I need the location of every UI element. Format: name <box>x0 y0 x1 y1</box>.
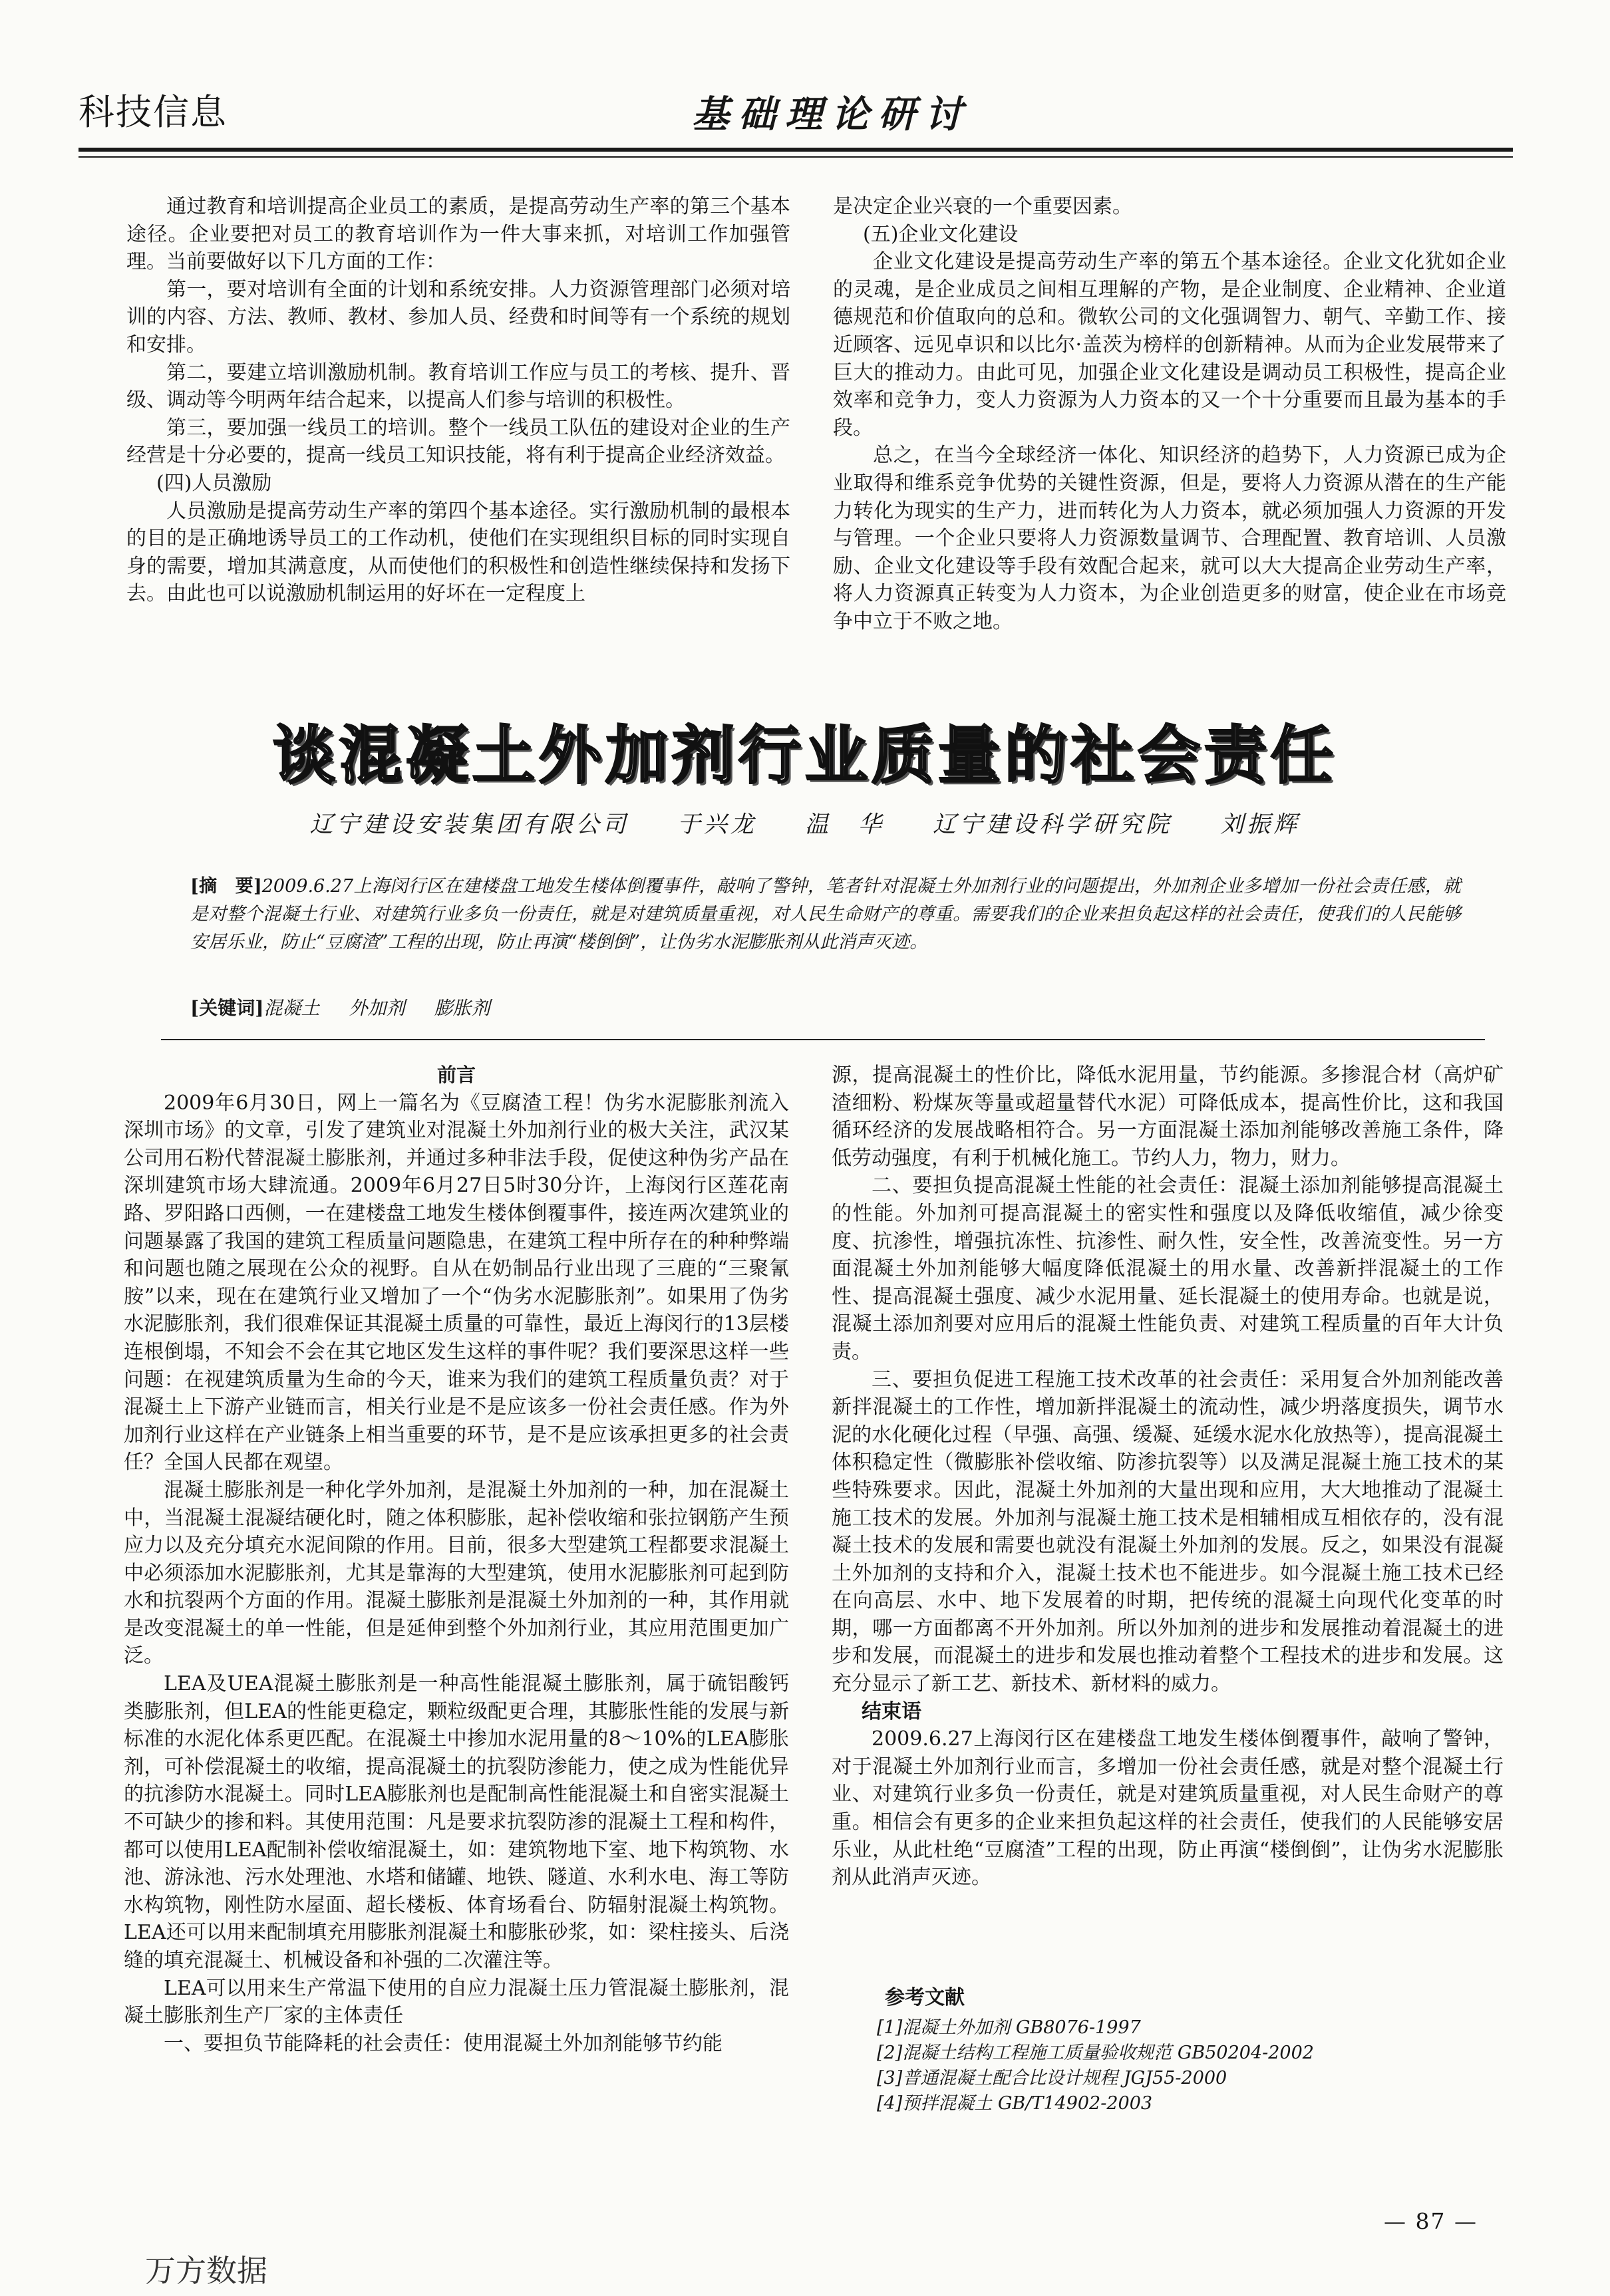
section-heading: 前言 <box>436 1064 476 1086</box>
header-rule-thin <box>79 156 1513 158</box>
section-title: 基础理论研讨 <box>692 93 971 136</box>
abstract <box>190 873 1461 956</box>
watermark: 万方数据 <box>145 2253 267 2289</box>
keyword: 外加剂 <box>349 997 405 1019</box>
paragraph: 人员激励是提高劳动生产率的第四个基本途径。实行激励机制的最根本的目的是正确地诱导员工的工作动机，使他们在实现组织目标的同时实现自身的需要，增加其满意度，从而使他们的积极性和创造性继续保持和发扬下去。由此也可以说激励机制运用的好坏在一定程度上 <box>126 499 790 606</box>
body-left-column <box>124 1062 789 2057</box>
paragraph: 二、要担负提高混凝土性能的社会责任：混凝土添加剂能够提高混凝土的性能。外加剂可提高混凝土的密实性和强度以及降低收缩值，减少徐变度、抗渗性，增强抗冻性、抗渗性、耐久性，安全性，改善流变性。另一方面混凝土外加剂能够大幅度降低混凝土的用水量、改善新拌混凝土的工作性、提高混凝土强度、减少水泥用量、延长混凝土的使用寿命。也就是说，混凝土添加剂要对应用后的混凝土性能负责、对建筑工程质量的百年大计负责。 <box>832 1174 1504 1363</box>
author-name: 刘振辉 <box>1220 811 1301 838</box>
abstract-label: [摘 要] <box>190 876 262 897</box>
body-right-column <box>832 1062 1504 1892</box>
author-name: 温 华 <box>804 811 885 838</box>
abstract-text: 2009.6.27上海闵行区在建楼盘工地发生楼体倒覆事件，敲响了警钟，笔者针对混凝土外加剂行业的问题提出，外加剂企业多增加一份社会责任感，就是对整个混凝土行业、对建筑行业多负一份责任，就是对建筑质量重视，对人民生命财产的尊重。需要我们的企业来担负起这样的社会责任，使我们的人民能够安居乐业，防止“豆腐渣”工程的出现，防止再演“楼倒倒”，让伪劣水泥膨胀剂从此消声灭迹。 <box>190 876 1461 952</box>
section-heading: 结束语 <box>862 1699 921 1723</box>
references-heading: 参考文献 <box>885 1986 965 2009</box>
reference-item: [3]普通混凝土配合比设计规程 JGJ55-2000 <box>877 2068 1227 2088</box>
paragraph: 源，提高混凝土的性价比，降低水泥用量，节约能源。多掺混合材（高炉矿渣细粉、粉煤灰等量或超量替代水泥）可降低成本，提高性价比，这和我国循环经济的发展战略相符合。另一方面混凝土添加剂能够改善施工条件，降低劳动强度，有利于机械化施工。节约人力，物力，财力。 <box>832 1064 1504 1170</box>
keyword: 混凝土 <box>263 997 320 1019</box>
keyword: 膨胀剂 <box>434 997 490 1019</box>
paragraph: 第一，要对培训有全面的计划和系统安排。人力资源管理部门必须对培训的内容、方法、教师、教材、参加人员、经费和时间等有一个系统的规划和安排。 <box>126 277 790 357</box>
paragraph: 第二，要建立培训激励机制。教育培训工作应与员工的考核、提升、晋级、调动等今明两年结合起来，以提高人们参与培训的积极性。 <box>126 360 790 412</box>
keywords <box>190 994 520 1020</box>
article-title: 谈混凝土外加剂行业质量的社会责任 <box>272 720 1337 792</box>
author-name: 于兴龙 <box>677 811 757 838</box>
paragraph: 第三，要加强一线员工的培训。整个一线员工队伍的建设对企业的生产经营是十分必要的，提高一线员工知识技能，将有利于提高企业经济效益。 <box>126 416 790 468</box>
paragraph: LEA可以用来生产常温下使用的自应力混凝土压力管混凝土膨胀剂，混凝土膨胀剂生产厂家的主体责任 <box>124 1976 789 2028</box>
references-list <box>877 2015 1314 2116</box>
paragraph: 2009年6月30日，网上一篇名为《豆腐渣工程！伪劣水泥膨胀剂流入深圳市场》的文章，引发了建筑业对混凝土外加剂行业的极大关注，武汉某公司用石粉代替混凝土膨胀剂，并通过多种非法手段，促使这种伪劣产品在深圳建筑市场大肆流通。2009年6月27日5时30分许，上海闵行区莲花南路、罗阳路口西侧，一在建楼盘工地发生楼体倒覆事件，接连两次建筑业的问题暴露了我国的建筑工程质量问题隐患，在建筑工程中所存在的种种弊端和问题也随之展现在公众的视野。自从在奶制品行业出现了三鹿的“三聚氰胺”以来，现在在建筑行业又增加了一个“伪劣水泥膨胀剂”。如果用了伪劣水泥膨胀剂，我们很难保证其混凝土质量的可靠性，最近上海闵行的13层楼连根倒塌，不知会不会在其它地区发生这样的事件呢？我们要深思这样一些问题：在视建筑质量为生命的今天，谁来为我们的建筑工程质量负责？对于混凝土上下游产业链而言，相关行业是不是应该多一份社会责任感。作为外加剂行业这样在产业链条上相当重要的环节，是不是应该承担更多的社会责任？全国人民都在观望。 <box>124 1091 789 1475</box>
paragraph: 2009.6.27上海闵行区在建楼盘工地发生楼体倒覆事件，敲响了警钟，对于混凝土外加剂行业而言，多增加一份社会责任感，就是对整个混凝土行业、对建筑行业多负一份责任，就是对建筑质量重视，对人民生命财产的尊重。相信会有更多的企业来担负起这样的社会责任，使我们的人民能够安居乐业，从此杜绝“豆腐渣”工程的出现，防止再演“楼倒倒”，让伪劣水泥膨胀剂从此消声灭迹。 <box>832 1727 1504 1890</box>
prev-article-left-column <box>126 193 790 608</box>
paragraph: 混凝土膨胀剂是一种化学外加剂，是混凝土外加剂的一种，加在混凝土中，当混凝土混凝结硬化时，随之体积膨胀，起补偿收缩和张拉钢筋产生预应力以及充分填充水泥间隙的作用。目前，很多大型建筑工程都要求混凝土中必须添加水泥膨胀剂，尤其是靠海的大型建筑，使用水泥膨胀剂可起到防水和抗裂两个方面的作用。混凝土膨胀剂是混凝土外加剂的一种，其作用就是改变混凝土的单一性能，但是延伸到整个外加剂行业，其应用范围更加广泛。 <box>124 1478 789 1668</box>
paragraph: 通过教育和培训提高企业员工的素质，是提高劳动生产率的第三个基本途径。企业要把对员工的教育培训作为一件大事来抓，对培训工作加强管理。当前要做好以下几方面的工作： <box>126 195 790 274</box>
abstract-divider <box>161 1039 1485 1040</box>
header-rule-thick <box>79 148 1513 152</box>
reference-item: [4]预拌混凝土 GB/T14902-2003 <box>877 2093 1153 2114</box>
author-affiliation: 辽宁建设科学研究院 <box>933 811 1173 838</box>
paragraph: 三、要担负促进工程施工技术改革的社会责任：采用复合外加剂能改善新拌混凝土的工作性，增加新拌混凝土的流动性，减少坍落度损失，调节水泥的水化硬化过程（早强、高强、缓凝、延缓水泥水化放热等），提高混凝土体积稳定性（微膨胀补偿收缩、防渗抗裂等）以及满足混凝土施工技术的某些特殊要求。因此，混凝土外加剂的大量出现和应用，大大地推动了混凝土施工技术的发展。外加剂与混凝土施工技术是相辅相成互相依存的，没有混凝土技术的发展和需要也就没有混凝土外加剂的发展。反之，如果没有混凝土外加剂的支持和介入，混凝土技术也不能进步。如今混凝土施工技术已经在向高层、水中、地下发展着的时期，把传统的混凝土向现代化变革的时期，哪一方面都离不开外加剂。所以外加剂的进步和发展推动着混凝土的进步和发展，而混凝土的进步和发展也推动着整个工程技术的进步和发展。这充分显示了新工艺、新技术、新材料的威力。 <box>832 1367 1504 1696</box>
paragraph: 总之，在当今全球经济一体化、知识经济的趋势下，人力资源已成为企业取得和维系竞争优势的关键性资源，但是，要将人力资源从潜在的生产能力转化为现实的生产力，进而转化为人力资本，就必须加强人力资源的开发与管理。一个企业只要将人力资源数量调节、合理配置、教育培训、人员激励、企业文化建设等手段有效配合起来，就可以大大提高企业劳动生产率，将人力资源真正转变为人力资本，为企业创造更多的财富，使企业在市场竞争中立于不败之地。 <box>833 444 1506 633</box>
prev-article-right-column <box>833 193 1506 636</box>
page-number: — 87 — <box>1384 2208 1478 2234</box>
journal-name: 科技信息 <box>79 91 228 133</box>
paragraph: 一、要担负节能降耗的社会责任：使用混凝土外加剂能够节约能 <box>164 2031 723 2055</box>
subheading: (五)企业文化建设 <box>863 222 1019 246</box>
paragraph: 是决定企业兴衰的一个重要因素。 <box>833 195 1132 218</box>
paragraph: LEA及UEA混凝土膨胀剂是一种高性能混凝土膨胀剂，属于硫铝酸钙类膨胀剂，但LEA的性能更稳定，颗粒级配更合理，其膨胀性能的发展与新标准的水泥化体系更匹配。在混凝土中掺加水泥用量的8～10%的LEA膨胀剂，可补偿混凝土的收缩，提高混凝土的抗裂防渗能力，使之成为性能优异的抗渗防水混凝土。同时LEA膨胀剂也是配制高性能混凝土和自密实混凝土不可缺少的掺和料。其使用范围：凡是要求抗裂防渗的混凝土工程和构件，都可以使用LEA配制补偿收缩混凝土，如：建筑物地下室、地下构筑物、水池、游泳池、污水处理池、水塔和储罐、地铁、隧道、水利水电、海工等防水构筑物，刚性防水屋面、超长楼板、体育场看台、防辐射混凝土构筑物。LEA还可以用来配制填充用膨胀剂混凝土和膨胀砂浆，如：梁柱接头、后浇缝的填充混凝土、机械设备和补强的二次灌注等。 <box>124 1672 789 1972</box>
reference-item: [2]混凝土结构工程施工质量验收规范 GB50204-2002 <box>877 2043 1314 2063</box>
reference-item: [1]混凝土外加剂 GB8076-1997 <box>877 2017 1141 2038</box>
author-affiliation: 辽宁建设安装集团有限公司 <box>309 811 629 838</box>
subheading: (四)人员激励 <box>156 471 272 495</box>
author-line <box>0 806 1610 839</box>
paragraph: 企业文化建设是提高劳动生产率的第五个基本途径。企业文化犹如企业的灵魂，是企业成员之间相互理解的产物，是企业制度、企业精神、企业道德规范和价值取向的总和。微软公司的文化强调智力、朝气、辛勤工作、接近顾客、远见卓识和以比尔·盖茨为榜样的创新精神。从而为企业发展带来了巨大的推动力。由此可见，加强企业文化建设是调动员工积极性，提高企业效率和竞争力，变人力资源为人力资本的又一个十分重要而且最为基本的手段。 <box>833 250 1506 440</box>
keywords-label: [关键词] <box>190 997 264 1019</box>
